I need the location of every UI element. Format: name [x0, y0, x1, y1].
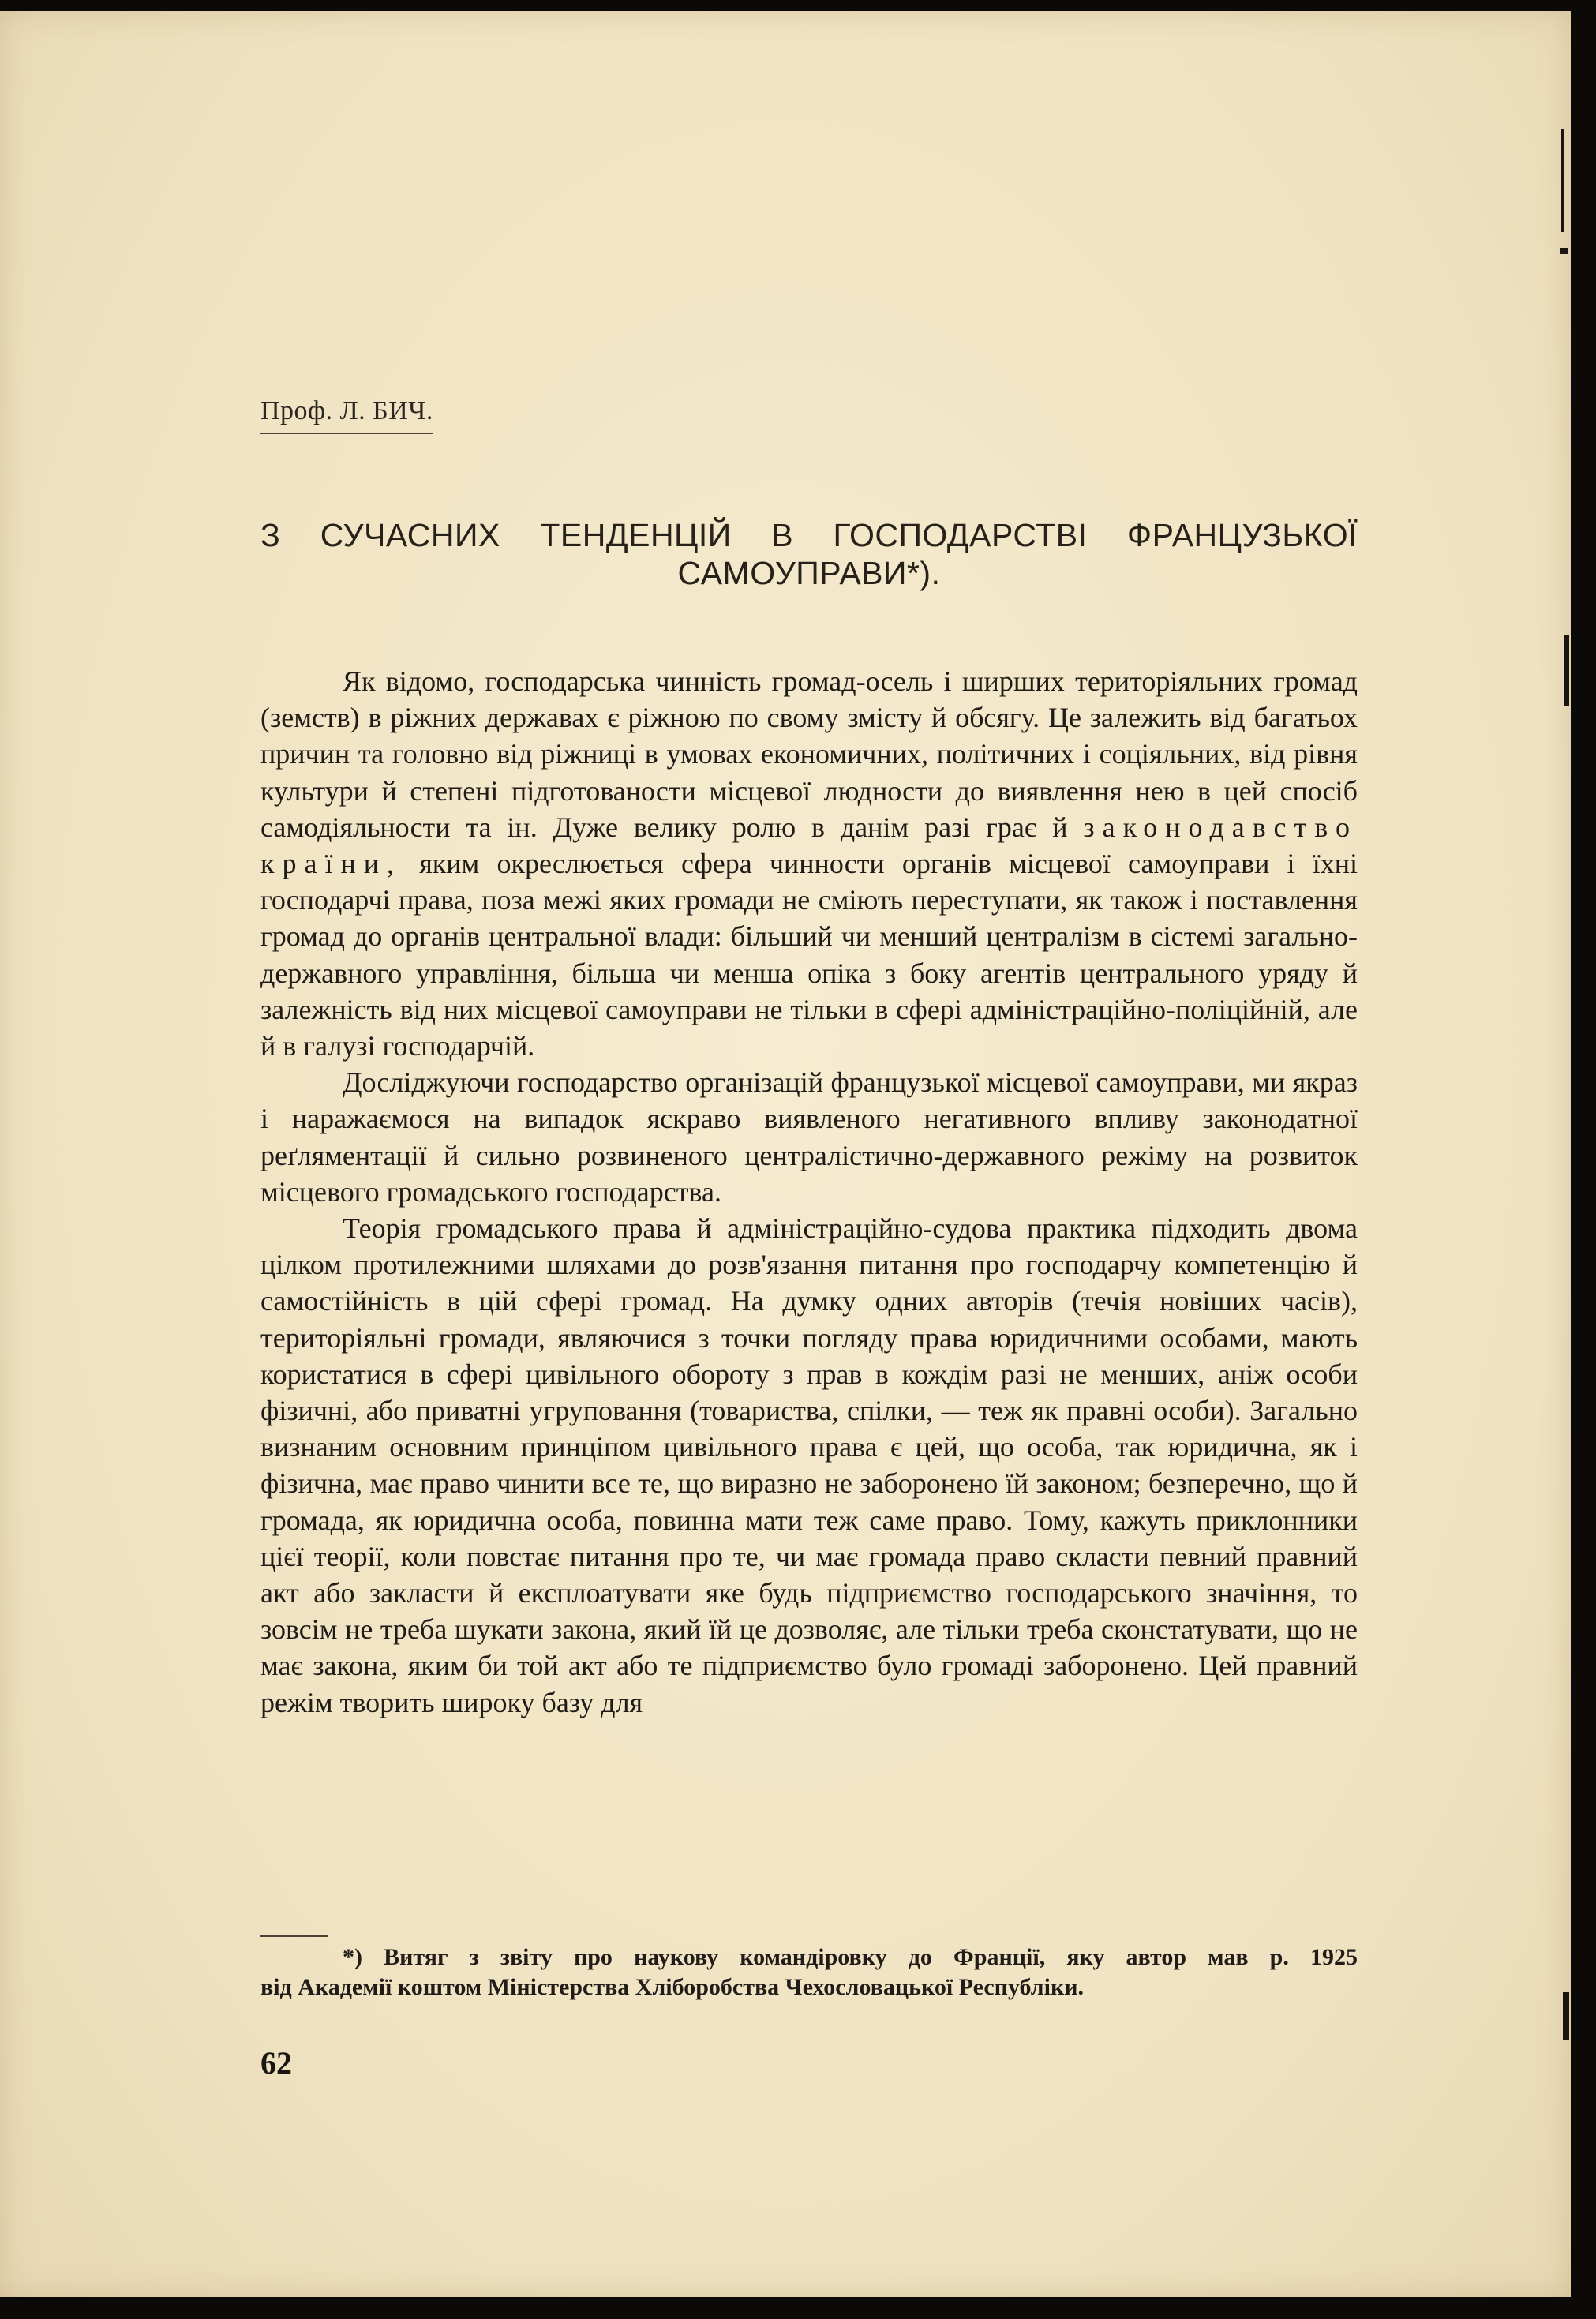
document-page — [0, 11, 1571, 2297]
edge-mark-mid — [1564, 635, 1569, 706]
footnote — [260, 1942, 1358, 2002]
footnote-rule — [260, 1935, 328, 1937]
paragraph-2: Досліджуючи господарство організацій французької місцевої самоуправи, ми якраз і наражаємося на випадок яскраво виявленого негативного впливу законодатної реґляментації й сильно розвиненого централістично-державного режіму на розвиток місцевого громадського господарства. — [260, 1066, 1358, 1208]
page-number: 62 — [260, 2045, 292, 2081]
edge-mark-low — [1563, 1992, 1569, 2040]
emphasized-phrase: законодавство країни, — [260, 811, 1358, 880]
edge-mark-side — [1560, 248, 1568, 254]
paragraph-1 — [260, 663, 1358, 1064]
title-line-2: САМОУПРАВИ*). — [677, 555, 941, 591]
paragraph-1-text-a: Як відомо, господарська чинність громад-осель і ширших територіяльних громад (земств) в ріжних державах є ріжною по свому змісту й обсягу. Це залежить від багатьох причин та головно від ріжниці в умовах економичних, політичних і соціяльних, від рівня культури й степені підготованости місцевої людности до виявлення нею в цей спосіб самодіяльности та ін. Дуже велику ролю в данім разі грає й — [260, 665, 1358, 843]
footnote-line-1: *) Витяг з звіту про наукову командіровку до Франції, яку автор мав р. 1925 — [343, 1944, 1358, 1970]
edge-mark-top — [1561, 129, 1564, 232]
article-title — [260, 516, 1358, 592]
footnote-line-2: від Академії коштом Міністерства Хліборобства Чехословацької Республіки. — [260, 1974, 1085, 2000]
article-body — [260, 663, 1358, 1721]
paragraph-1-text-b: яким окреслюється сфера чинности органів місцевої самоуправи і їхні господарчі права, поза межі яких громади не сміють переступати, як також і поставлення громад до органів центральної влади: більший чи менший централізм в сістемі загально-державного управління, більша чи менша опіка з боку агентів центрального уряду й залежність від них місцевої самоуправи не тільки в сфері адміністраційно-поліційній, але й в галузі господарчій. — [260, 848, 1358, 1062]
paragraph-3: Теорія громадського права й адміністраційно-судова практика підходить двома цілком протилежними шляхами до розв'язання питання про господарчу компетенцію й самостійність в цій сфері громад. На думку одних авторів (течія новіших часів), територіяльні громади, являючися з точки погляду права юридичними особами, мають користатися в сфері цивільного обороту з прав в кождім разі не менших, аніж особи фізичні, або приватні угруповання (товариства, спілки, — теж як правні особи). Загально визнаним основним принціпом цивільного права є цей, що особа, так юридична, як і фізична, має право чинити все те, що виразно не заборонено їй законом; безперечно, що й громада, як юридична особа, повинна мати теж саме право. Тому, кажуть приклонники цієї теорії, коли повстає питання про те, чи має громада право скласти певний правний акт або закласти й експлоатувати яке будь підприємство господарського значіння, то зовсім не треба шукати закона, який їй це дозволяє, але тільки треба сконстатувати, що не має закона, яким би той акт або те підприємство було громаді заборонено. Цей правний режім творить широку базу для — [260, 1212, 1358, 1718]
title-line-1: З СУЧАСНИХ ТЕНДЕНЦІЙ В ГОСПОДАРСТВІ ФРАНЦУЗЬКОЇ — [260, 517, 1358, 553]
author-name: Проф. Л. БИЧ. — [260, 396, 433, 434]
